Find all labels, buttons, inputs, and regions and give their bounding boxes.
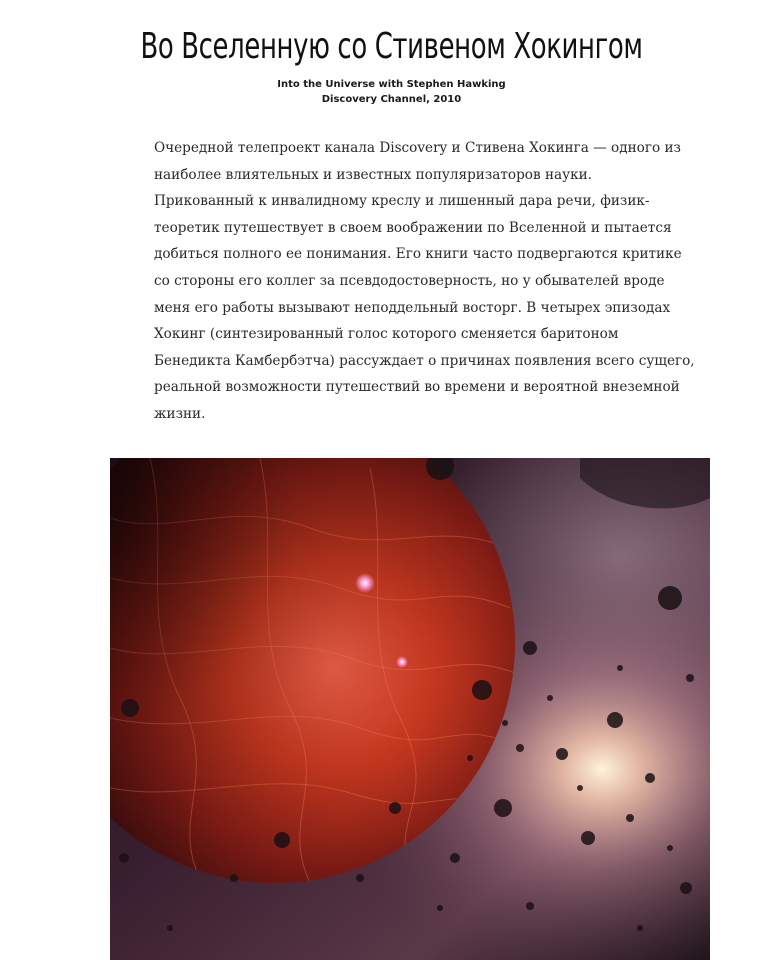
body-line: Прикованный к инвалидному креслу и лишенный дара речи, физик- (154, 193, 650, 210)
body-line: Бенедикта Камбербэтча) рассуждает о причинах появления всего сущего, (154, 352, 695, 369)
body-line: Хокинг (синтезированный голос которого сменяется баритоном (154, 326, 619, 343)
body-line: наиболее влиятельных и известных популяризаторов науки. (154, 166, 592, 183)
body-line: Очередной телепроект канала Discovery и Стивена Хокинга — одного из (154, 140, 681, 156)
body-line: добиться полного ее понимания. Его книги часто подвергаются критике (154, 246, 682, 263)
body-line: теоретик путешествует в своем воображении по Вселенной и пытается (154, 219, 672, 236)
planet-illustration (110, 458, 710, 960)
body-line: реальной возможности путешествий во времени и вероятной внеземной (154, 379, 680, 396)
space-illustration (110, 458, 710, 960)
body-line: со стороны его коллег за псевдодостоверность, но у обывателей вроде (154, 272, 665, 289)
page-title: Во Вселенную со Стивеном Хокингом (140, 26, 643, 67)
article-body (154, 135, 695, 428)
body-line: меня его работы вызывают неподдельный восторг. В четырех эпизодах (154, 299, 671, 316)
subtitle-english: Into the Universe with Stephen Hawking (277, 79, 506, 90)
body-line: жизни. (154, 405, 206, 422)
subtitle-channel-year: Discovery Channel, 2010 (321, 94, 462, 105)
